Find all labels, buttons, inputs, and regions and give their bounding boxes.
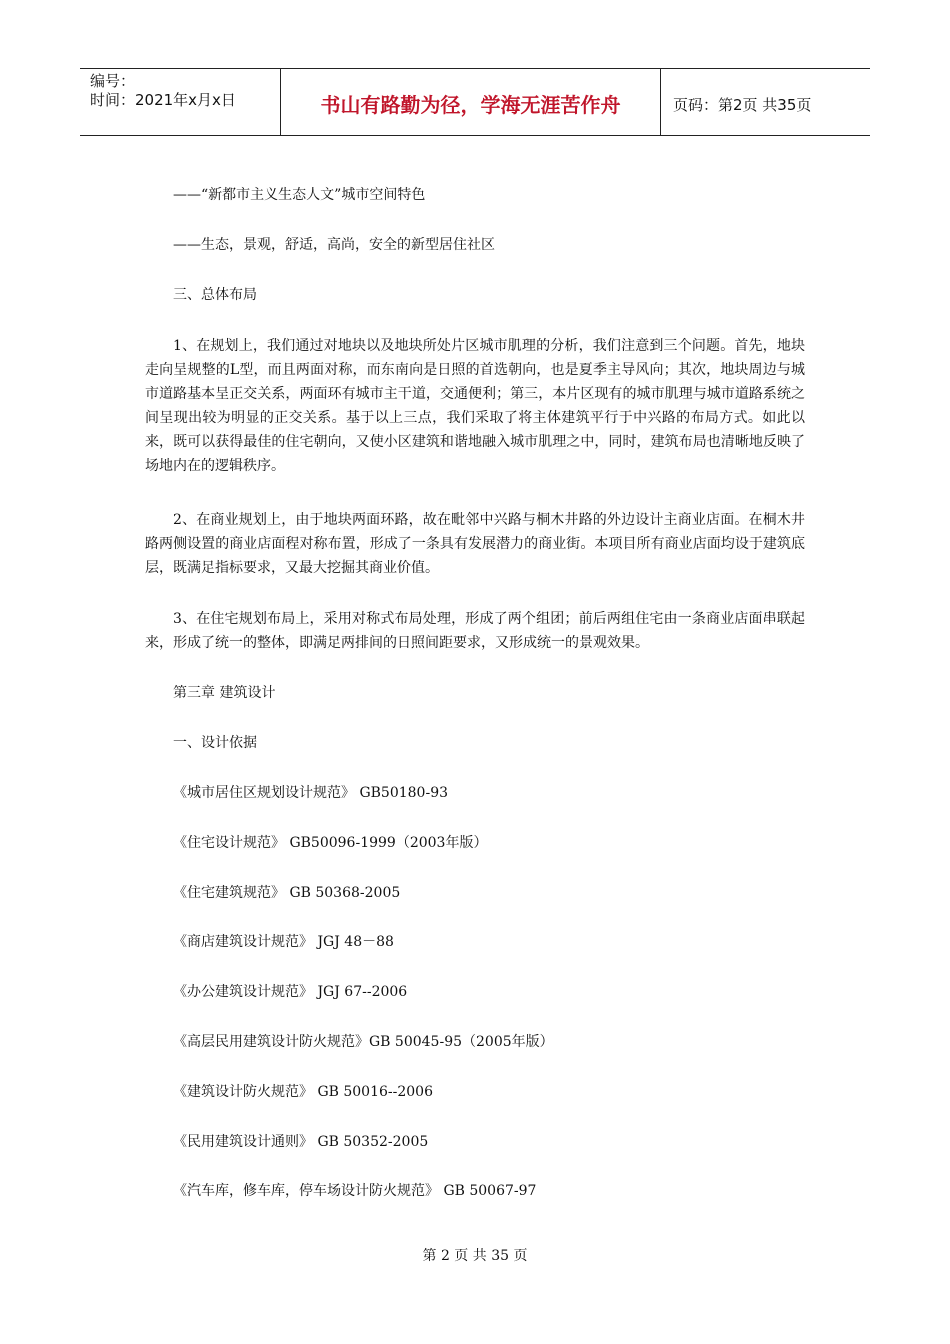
paragraph-planning: 1、在规划上，我们通过对地块以及地块所处片区城市肌理的分析，我们注意到三个问题。首先，地块走向呈规整的L型，而且两面对称，而东南向是日照的首选朝向，也是夏季主导风向；其次，地块周边与城市道路基本呈正交关系，两面环有城市主干道，交通便利；第三，本片区现有的城市肌理与城市道路系统之间呈现出较为明显的正交关系。基于以上三点，我们采取了将主体建筑平行于中兴路的布局方式。如此以来，既可以获得最佳的住宅朝向，又使小区建筑和谐地融入城市肌理之中，同时，建筑布局也清晰地反映了场地内在的逻辑秩序。 xyxy=(145,338,805,474)
section-title-design-basis: 一、设计依据 xyxy=(173,735,257,751)
standard-item: 《住宅建筑规范》 GB 50368-2005 xyxy=(173,885,401,901)
page-footer: 第 2 页 共 35 页 xyxy=(422,1248,528,1264)
section-title-overall-layout: 三、总体布局 xyxy=(173,287,257,303)
standard-item: 《商店建筑设计规范》 JGJ 48－88 xyxy=(173,934,394,950)
document-number-label: 编号： xyxy=(90,72,136,90)
standard-item: 《民用建筑设计通则》 GB 50352-2005 xyxy=(173,1134,429,1150)
chapter-title-architecture: 第三章 建筑设计 xyxy=(173,685,276,701)
header-motto: 书山有路勤为径，学海无涯苦作舟 xyxy=(320,93,621,117)
standard-item: 《高层民用建筑设计防火规范》GB 50045-95（2005年版） xyxy=(173,1034,554,1050)
paragraph-residential: 3、在住宅规划布局上，采用对称式布局处理，形成了两个组团；前后两组住宅由一条商业店面串联起来，形成了统一的整体，即满足两排间的日照间距要求，又形成统一的景观效果。 xyxy=(145,611,805,651)
standard-item: 《汽车库，修车库，停车场设计防火规范》 GB 50067-97 xyxy=(173,1183,537,1199)
tagline-community: ——生态，景观，舒适，高尚，安全的新型居住社区 xyxy=(173,237,495,253)
paragraph-commercial: 2、在商业规划上，由于地块两面环路，故在毗邻中兴路与桐木井路的外边设计主商业店面。在桐木井路两侧设置的商业店面程对称布置，形成了一条具有发展潜力的商业街。本项目所有商业店面均设于建筑底层，既满足指标要求，又最大挖掘其商业价值。 xyxy=(145,512,805,576)
standard-item: 《办公建筑设计规范》 JGJ 67--2006 xyxy=(173,984,408,1000)
header-meta-cell xyxy=(80,69,281,135)
header-motto-cell xyxy=(281,69,661,135)
tagline-urbanism: ——“新都市主义生态人文”城市空间特色 xyxy=(173,187,426,203)
standard-item: 《建筑设计防火规范》 GB 50016--2006 xyxy=(173,1084,433,1100)
document-date: 时间：2021年x月x日 xyxy=(90,91,236,109)
header-page-cell xyxy=(661,69,870,135)
standard-item: 《住宅设计规范》 GB50096-1999（2003年版） xyxy=(173,835,488,851)
header-page-info: 页码：第2页 共35页 xyxy=(673,96,812,114)
page-header xyxy=(80,68,870,136)
standard-item: 《城市居住区规划设计规范》 GB50180-93 xyxy=(173,785,449,801)
